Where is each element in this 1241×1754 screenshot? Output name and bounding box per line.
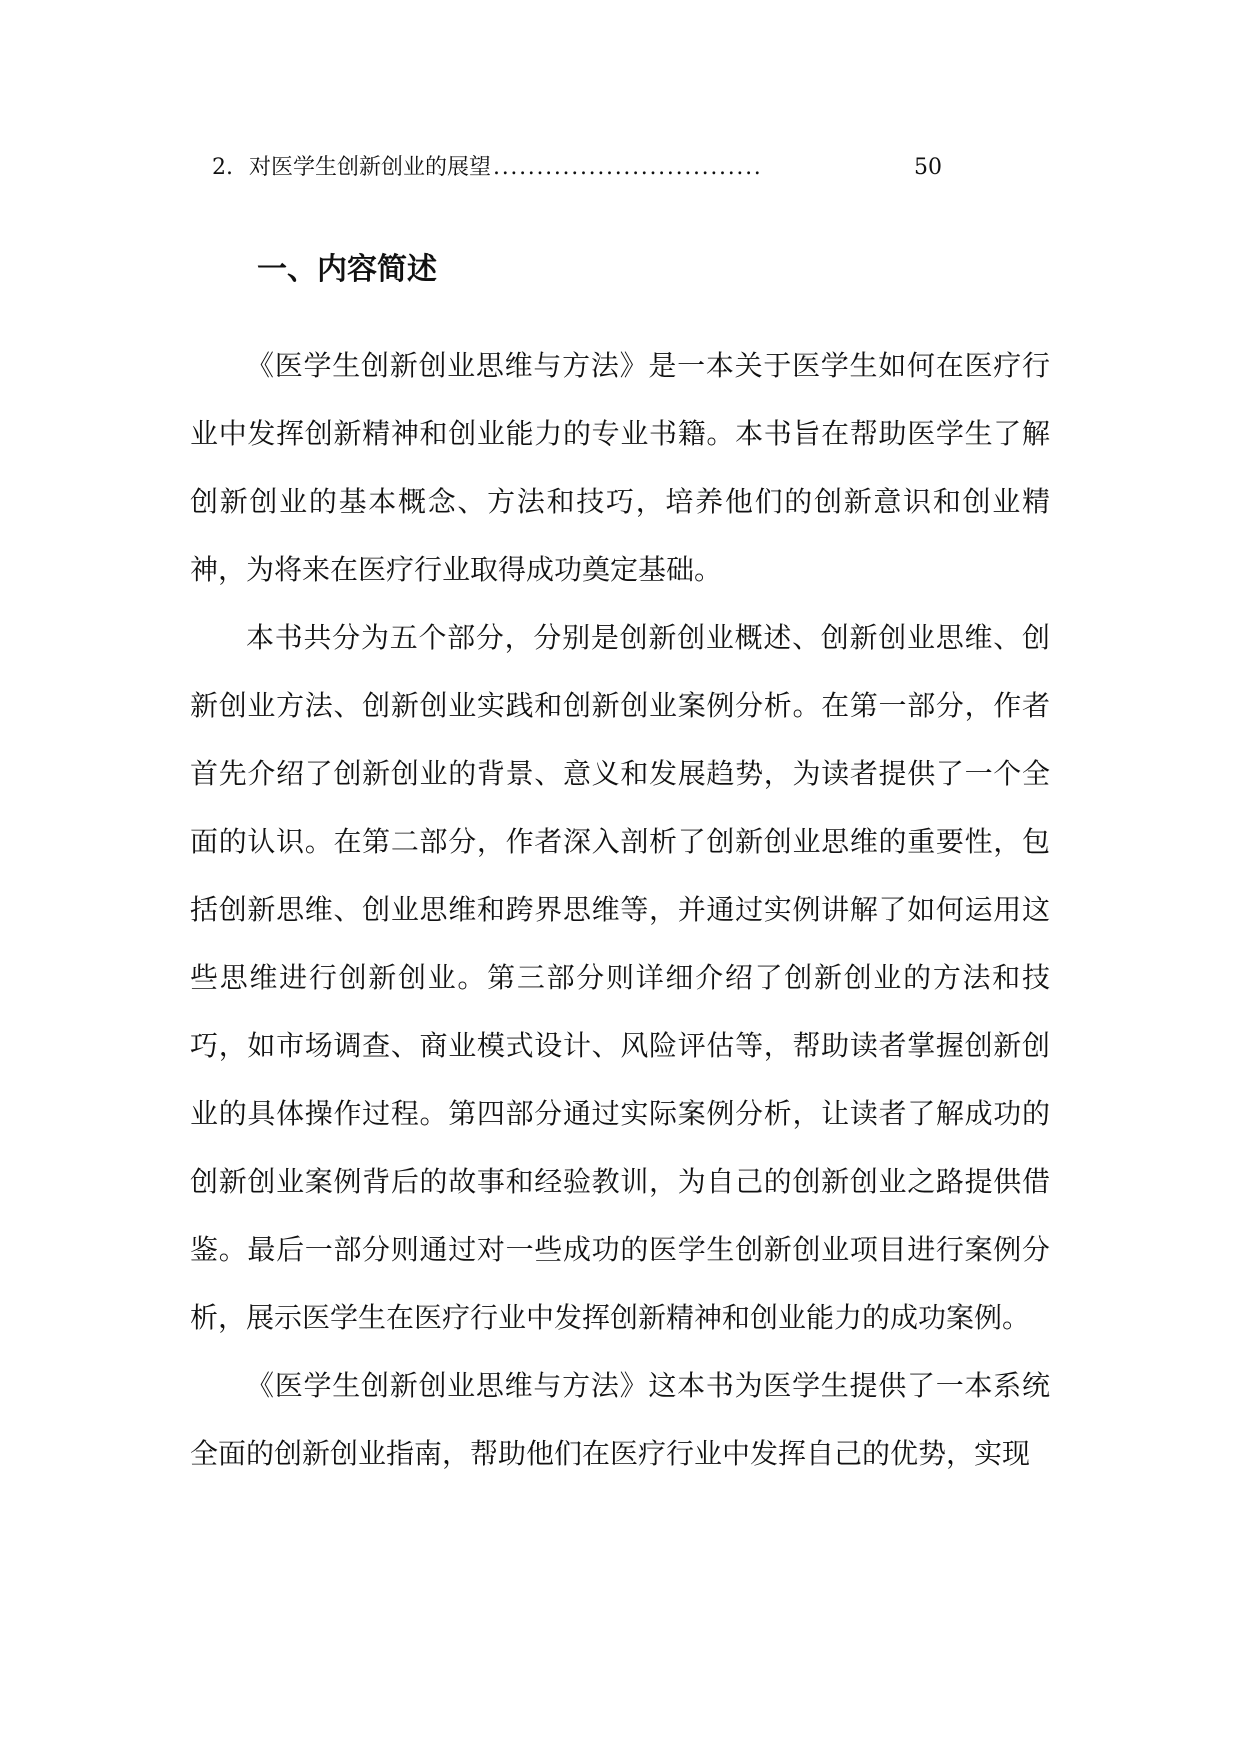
toc-entry-number: 2. bbox=[212, 155, 233, 180]
section-body bbox=[190, 332, 1050, 1488]
paragraph-intro: 《医学生创新创业思维与方法》是一本关于医学生如何在医疗行业中发挥创新精神和创业能力的专业书籍。本书旨在帮助医学生了解创新创业的基本概念、方法和技巧，培养他们的创新意识和创业精神，为将来在医疗行业取得成功奠定基础。 bbox=[190, 349, 1050, 586]
paragraph-structure: 本书共分为五个部分，分别是创新创业概述、创新创业思维、创新创业方法、创新创业实践和创新创业案例分析。在第一部分，作者首先介绍了创新创业的背景、意义和发展趋势，为读者提供了一个全面的认识。在第二部分，作者深入剖析了创新创业思维的重要性，包括创新思维、创业思维和跨界思维等，并通过实例讲解了如何运用这些思维进行创新创业。第三部分则详细介绍了创新创业的方法和技巧，如市场调查、商业模式设计、风险评估等，帮助读者掌握创新创业的具体操作过程。第四部分通过实际案例分析，让读者了解成功的创新创业案例背后的故事和经验教训，为自己的创新创业之路提供借鉴。最后一部分则通过对一些成功的医学生创新创业项目进行案例分析，展示医学生在医疗行业中发挥创新精神和创业能力的成功案例。 bbox=[190, 621, 1050, 1334]
toc-entry[interactable] bbox=[212, 154, 942, 182]
paragraph-summary: 《医学生创新创业思维与方法》这本书为医学生提供了一本系统全面的创新创业指南，帮助他们在医疗行业中发挥自己的优势，实现 bbox=[190, 1369, 1050, 1470]
toc-entry-page-number: 50 bbox=[914, 155, 942, 180]
toc-dot-leader: ............................... bbox=[493, 155, 763, 180]
section-heading: 一、内容简述 bbox=[257, 252, 437, 287]
toc-entry-title: 对医学生创新创业的展望 bbox=[249, 155, 492, 180]
